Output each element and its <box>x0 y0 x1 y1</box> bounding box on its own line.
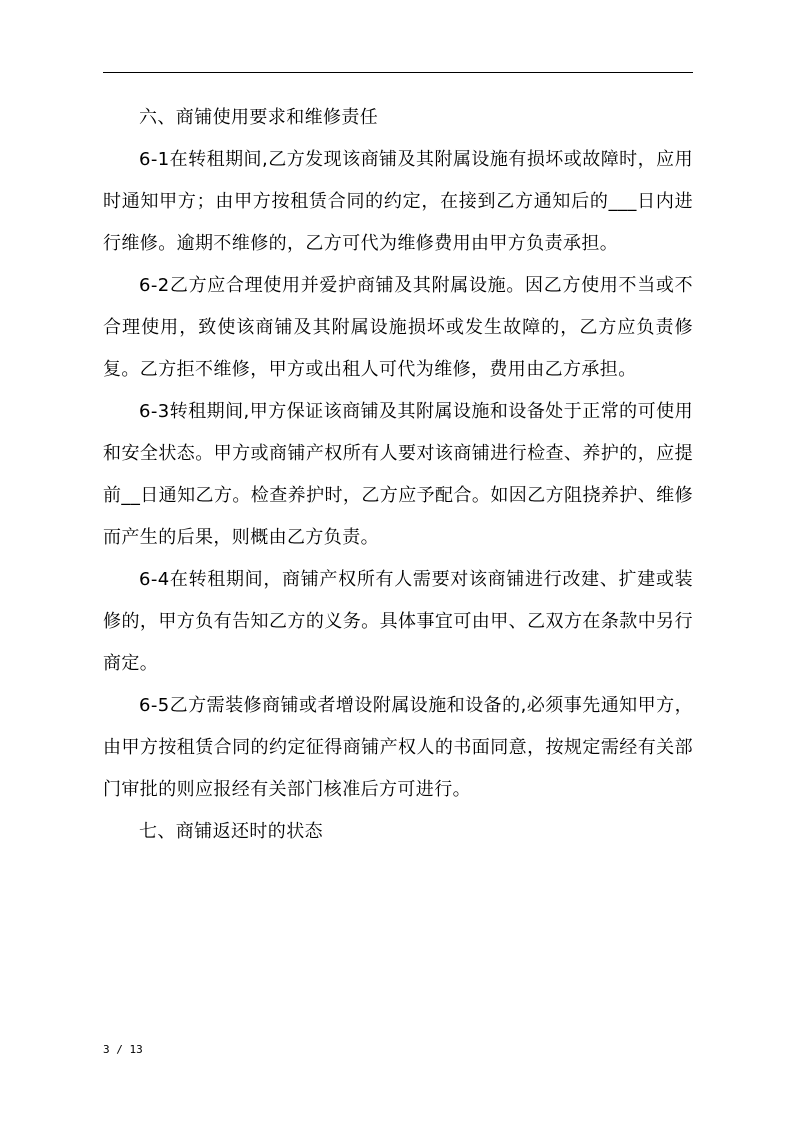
clause-paragraph: 6-3转租期间,甲方保证该商铺及其附属设施和设备处于正常的可使用和安全状态。甲方或商铺产权所有人要对该商铺进行检查、养护的，应提前__日通知乙方。检查养护时，乙方应予配合。如因乙方阻挠养护、维修而产生的后果，则概由乙方负责。 <box>103 401 693 548</box>
section-heading: 六、商铺使用要求和维修责任 <box>139 107 379 128</box>
section-heading: 七、商铺返还时的状态 <box>139 821 323 842</box>
clause-paragraph: 6-5乙方需装修商铺或者增设附属设施和设备的,必须事先通知甲方，由甲方按租赁合同的约定征得商铺产权人的书面同意，按规定需经有关部门审批的则应报经有关部门核准后方可进行。 <box>103 695 693 800</box>
clause-paragraph: 6-2乙方应合理使用并爱护商铺及其附属设施。因乙方使用不当或不合理使用，致使该商铺及其附属设施损坏或发生故障的，乙方应负责修复。乙方拒不维修，甲方或出租人可代为维修，费用由乙方承担。 <box>103 275 693 380</box>
clause-paragraph: 6-1在转租期间,乙方发现该商铺及其附属设施有损坏或故障时，应用时通知甲方；由甲方按租赁合同的约定，在接到乙方通知后的___日内进行维修。逾期不维修的，乙方可代为维修费用由甲方负责承担。 <box>103 149 693 254</box>
clause-paragraph: 6-4在转租期间，商铺产权所有人需要对该商铺进行改建、扩建或装修的，甲方负有告知乙方的义务。具体事宜可由甲、乙双方在条款中另行商定。 <box>103 569 693 674</box>
page-number: 3 / 13 <box>103 1043 143 1056</box>
document-body <box>103 97 693 853</box>
header-rule <box>103 72 693 73</box>
